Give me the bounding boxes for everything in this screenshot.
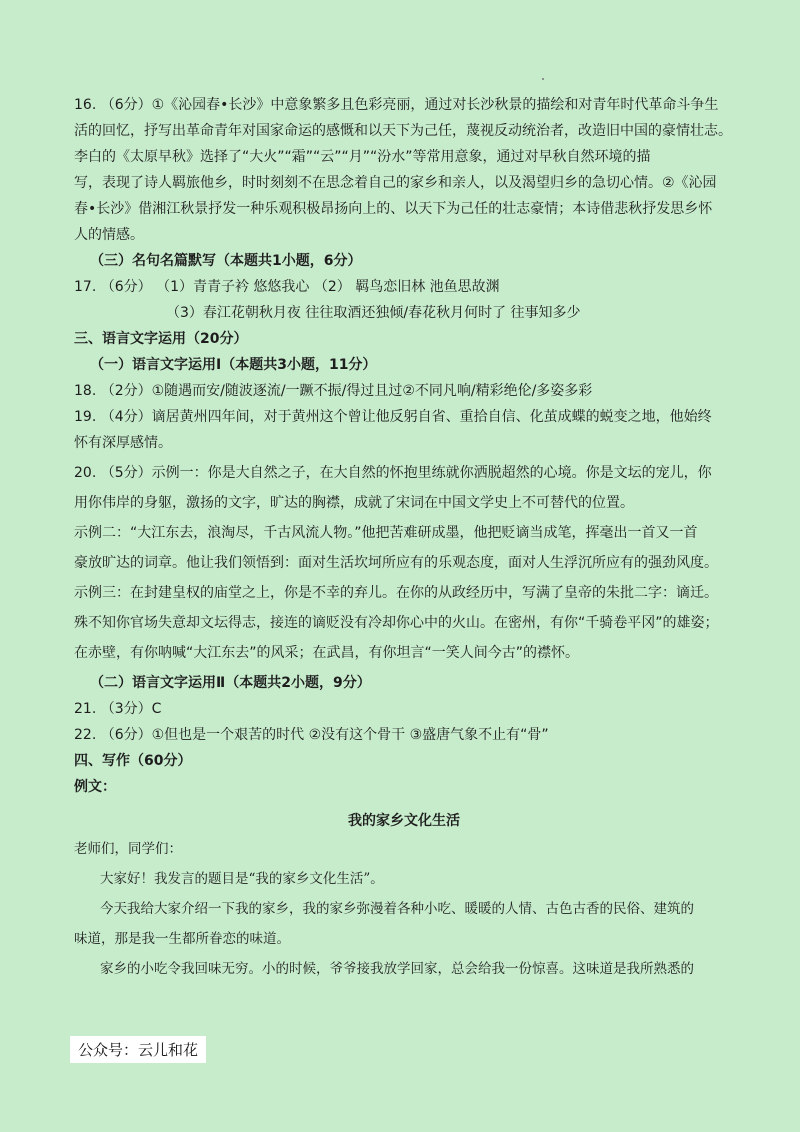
q22-line: 22. （6分）①但也是一个艰苦的时代 ②没有这个骨干 ③盛唐气象不止有“骨” xyxy=(74,727,549,743)
answer-page xyxy=(74,92,734,984)
essay-paragraph: 今天我给大家介绍一下我的家乡，我的家乡弥漫着各种小吃、暖暖的人情、古色古香的民俗、建筑的 xyxy=(100,901,694,917)
q19-line: 19. （4分）谪居黄州四年间，对于黄州这个曾让他反躬自省、重拾自信、化茧成蝶的蜕变之地，他始终 xyxy=(74,409,712,425)
q16-line: 春•长沙》借湘江秋景抒发一种乐观积极昂扬向上的、以天下为己任的壮志豪情；本诗借悲秋抒发思乡怀 xyxy=(74,201,713,217)
q16-line: 人的情感。 xyxy=(74,227,144,243)
q20-line: 用你伟岸的身躯，激扬的文字，旷达的胸襟，成就了宋词在中国文学史上不可替代的位置。 xyxy=(74,495,634,511)
q16-line: 16. （6分）①《沁园春•长沙》中意象繁多且色彩亮丽，通过对长沙秋景的描绘和对青年时代革命斗争生 xyxy=(74,97,719,113)
q16-line: 李白的《太原早秋》选择了“大火”“霜”“云”“月”“汾水”等常用意象，通过对早秋自然环境的描 xyxy=(74,149,651,165)
q18-line: 18. （2分）①随遇而安/随波逐流/一蹶不振/得过且过②不同凡响/精彩绝伦/多姿多彩 xyxy=(74,383,593,399)
example-label: 例文： xyxy=(74,779,116,795)
q20-block xyxy=(74,460,734,666)
essay-paragraph-cont: 味道，那是我一生都所眷恋的味道。 xyxy=(74,931,290,947)
q17-line: （3）春江花朝秋月夜 往往取酒还独倾/春花秋月何时了 往事知多少 xyxy=(166,305,581,321)
essay-body xyxy=(74,834,734,984)
part3-sub-heading-2: （二）语言文字运用Ⅱ（本题共2小题，9分） xyxy=(90,675,371,691)
q16-line: 活的回忆，抒写出革命青年对国家命运的感慨和以天下为己任，蔑视反动统治者，改造旧中国的豪情壮志。 xyxy=(74,123,732,139)
essay-salutation: 老师们，同学们： xyxy=(74,841,182,857)
q20-line: 20. （5分）示例一：你是大自然之子，在大自然的怀抱里练就你洒脱超然的心境。你是文坛的宠儿，你 xyxy=(74,465,712,481)
q16-line: 写，表现了诗人羁旅他乡，时时刻刻不在思念着自己的家乡和亲人，以及渴望归乡的急切心情。②《沁园 xyxy=(74,175,717,191)
q20-line: 殊不知你官场失意却文坛得志，接连的谪贬没有冷却你心中的火山。在密州，有你“千骑卷平冈”的雄姿； xyxy=(74,615,719,631)
part3-heading: 三、语言文字运用（20分） xyxy=(74,331,248,347)
essay-paragraph: 家乡的小吃令我回味无穷。小的时候，爷爷接我放学回家，总会给我一份惊喜。这味道是我所熟悉的 xyxy=(100,961,694,977)
q17-line: 17. （6分） （1）青青子衿 悠悠我心 （2） 羁鸟恋旧林 池鱼思故渊 xyxy=(74,279,500,295)
essay-title: 我的家乡文化生活 xyxy=(348,813,460,829)
part3-sub-heading-1: （一）语言文字运用Ⅰ（本题共3小题，11分） xyxy=(90,357,377,373)
q21-line: 21. （3分）C xyxy=(74,701,162,717)
q20-line: 在赤壁，有你呐喊“大江东去”的风采；在武昌，有你坦言“一笑人间今古”的襟怀。 xyxy=(74,645,580,661)
speck-dot xyxy=(542,78,544,80)
watermark-label: 公众号：云儿和花 xyxy=(70,1036,206,1063)
q20-line: 豪放旷达的词章。他让我们领悟到：面对生活坎坷所应有的乐观态度，面对人生浮沉所应有的强劲风度。 xyxy=(74,555,718,571)
part4-heading: 四、写作（60分） xyxy=(74,753,192,769)
q16-block xyxy=(74,92,734,248)
section-heading-mingju: （三）名句名篇默写（本题共1小题，6分） xyxy=(90,253,362,269)
essay-paragraph: 大家好！我发言的题目是“我的家乡文化生活”。 xyxy=(100,871,384,887)
q20-line: 示例二：“大江东去，浪淘尽，千古风流人物。”他把苦难研成墨，他把贬谪当成笔，挥毫出一首又一首 xyxy=(74,525,698,541)
q20-line: 示例三：在封建皇权的庙堂之上，你是不幸的弃儿。在你的从政经历中，写满了皇帝的朱批二字：谪迁。 xyxy=(74,585,718,601)
q19-line: 怀有深厚感情。 xyxy=(74,435,172,451)
